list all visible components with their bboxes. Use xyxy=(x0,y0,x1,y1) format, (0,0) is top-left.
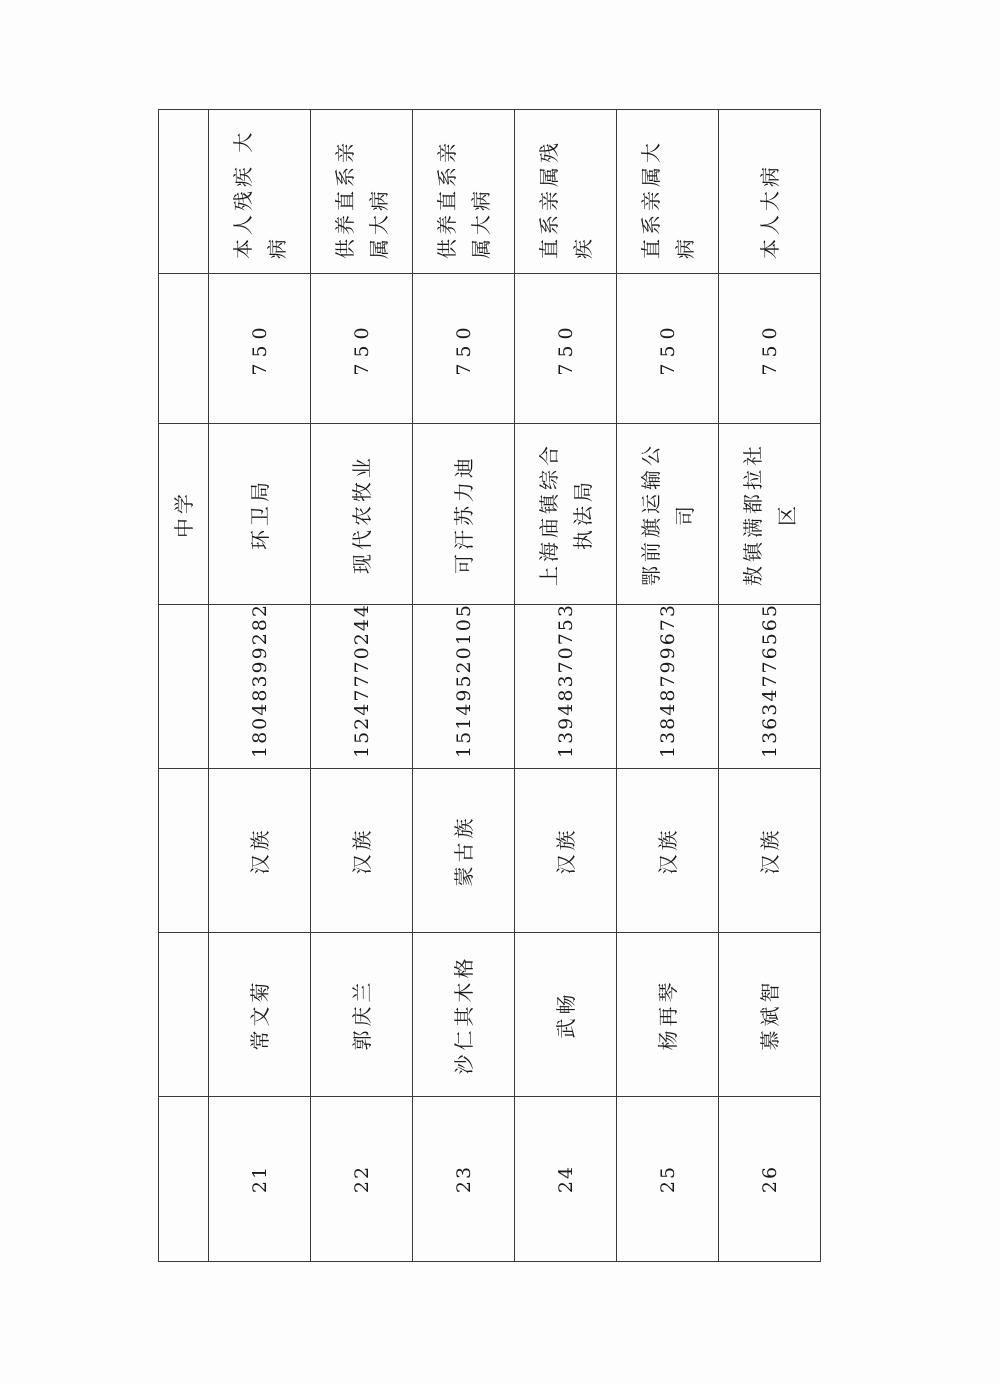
cell-unit: 可汗苏力迪 xyxy=(413,424,515,605)
cell-amount: 750 xyxy=(413,274,515,424)
cell-amount xyxy=(159,274,209,424)
cell-amount: 750 xyxy=(719,274,821,424)
cell-phone xyxy=(159,605,209,769)
cell-amount: 750 xyxy=(617,274,719,424)
cell-reason: 供养直系亲属大病 xyxy=(311,110,413,274)
cell-ethnicity: 蒙古族 xyxy=(413,769,515,933)
cell-reason: 直系亲属残疾 xyxy=(515,110,617,274)
cell-reason: 本人残疾 大病 xyxy=(209,110,311,274)
table-row xyxy=(311,110,413,1262)
assistance-table xyxy=(158,109,821,1262)
cell-ethnicity: 汉族 xyxy=(617,769,719,933)
cell-reason: 直系亲属大病 xyxy=(617,110,719,274)
cell-name: 常文菊 xyxy=(209,933,311,1097)
table-top-row xyxy=(159,110,209,1262)
cell-amount: 750 xyxy=(311,274,413,424)
cell-no: 21 xyxy=(209,1097,311,1262)
cell-name: 杨再琴 xyxy=(617,933,719,1097)
cell-phone: 18048399282 xyxy=(209,605,311,769)
cell-no xyxy=(159,1097,209,1262)
cell-name: 慕斌智 xyxy=(719,933,821,1097)
cell-phone: 13948370753 xyxy=(515,605,617,769)
cell-phone: 13634776565 xyxy=(719,605,821,769)
cell-ethnicity: 汉族 xyxy=(719,769,821,933)
cell-name xyxy=(159,933,209,1097)
cell-name: 郭庆兰 xyxy=(311,933,413,1097)
cell-reason xyxy=(159,110,209,274)
cell-no: 26 xyxy=(719,1097,821,1262)
cell-unit: 现代农牧业 xyxy=(311,424,413,605)
cell-unit: 鄂前旗运输公司 xyxy=(617,424,719,605)
cell-ethnicity: 汉族 xyxy=(311,769,413,933)
cell-no: 23 xyxy=(413,1097,515,1262)
cell-name: 武畅 xyxy=(515,933,617,1097)
table-row xyxy=(209,110,311,1262)
cell-ethnicity: 汉族 xyxy=(209,769,311,933)
table-row xyxy=(617,110,719,1262)
cell-unit: 敖镇满都拉社区 xyxy=(719,424,821,605)
cell-ethnicity: 汉族 xyxy=(515,769,617,933)
cell-unit: 上海庙镇综合执法局 xyxy=(515,424,617,605)
cell-ethnicity xyxy=(159,769,209,933)
cell-reason: 本人大病 xyxy=(719,110,821,274)
rotated-table-container xyxy=(158,110,818,1262)
cell-no: 22 xyxy=(311,1097,413,1262)
cell-reason: 供养直系亲属大病 xyxy=(413,110,515,274)
cell-phone: 15247770244 xyxy=(311,605,413,769)
table-row xyxy=(719,110,821,1262)
cell-no: 24 xyxy=(515,1097,617,1262)
cell-name: 沙仁其木格 xyxy=(413,933,515,1097)
cell-no: 25 xyxy=(617,1097,719,1262)
table-row xyxy=(515,110,617,1262)
table-row xyxy=(413,110,515,1262)
cell-phone: 15149520105 xyxy=(413,605,515,769)
cell-amount: 750 xyxy=(209,274,311,424)
cell-unit: 中学 xyxy=(159,424,209,605)
cell-unit: 环卫局 xyxy=(209,424,311,605)
cell-amount: 750 xyxy=(515,274,617,424)
cell-phone: 13848799673 xyxy=(617,605,719,769)
